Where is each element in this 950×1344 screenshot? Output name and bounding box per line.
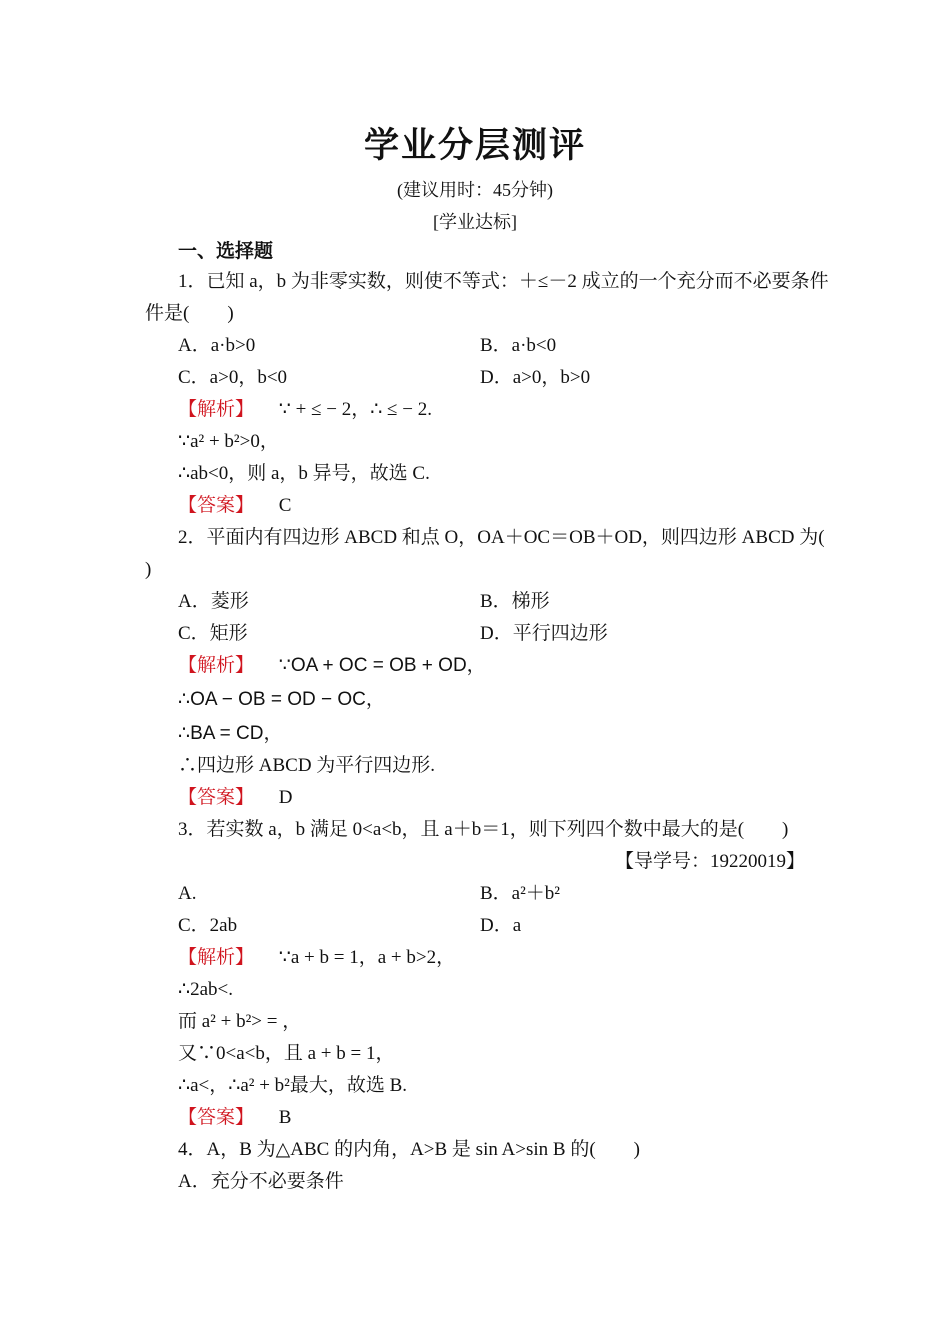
q2-stem-cont: ) bbox=[145, 559, 152, 580]
q2-analysis-label: 【解析】 bbox=[178, 655, 255, 676]
q1-option-c: C．a>0，b<0 bbox=[178, 367, 288, 388]
q1-answer: C bbox=[278, 495, 292, 516]
q1-analysis-line2: ∵a² + b²>0， bbox=[178, 431, 279, 452]
q3-answer: B bbox=[278, 1107, 292, 1128]
q2-analysis-line2: ∴OA − OB = OD − OC， bbox=[178, 689, 385, 710]
q3-stem: 3．若实数 a，b 满足 0<a<b，且 a＋b＝1，则下列四个数中最大的是( ) bbox=[178, 819, 789, 840]
q1-analysis-label: 【解析】 bbox=[178, 399, 255, 420]
q3-answer-row bbox=[178, 1106, 291, 1130]
q2-option-d: D．平行四边形 bbox=[480, 623, 608, 644]
q1-answer-row bbox=[178, 494, 291, 518]
q2-stem: 2．平面内有四边形 ABCD 和点 O，OA＋OC＝OB＋OD，则四边形 ABCD 为( bbox=[178, 527, 825, 548]
q2-option-b: B．梯形 bbox=[480, 591, 550, 612]
q2-option-c: C．矩形 bbox=[178, 623, 248, 644]
q3-analysis-line5: ∴a<，∴a² + b²最大，故选 B. bbox=[178, 1075, 408, 1096]
q4-option-a: A．充分不必要条件 bbox=[178, 1171, 344, 1192]
section-tag: [学业达标] bbox=[433, 212, 517, 232]
q3-analysis-row bbox=[178, 946, 455, 970]
q1-analysis-text: ∵ + ≤ − 2，∴ ≤ − 2. bbox=[278, 399, 432, 420]
q2-analysis-line3: ∴BA = CD， bbox=[178, 723, 283, 744]
q2-option-a: A．菱形 bbox=[178, 591, 249, 612]
q3-option-b: B．a²＋b² bbox=[480, 883, 560, 904]
q1-option-d: D．a>0，b>0 bbox=[480, 367, 591, 388]
part-heading: 一、选择题 bbox=[178, 241, 274, 262]
q1-stem-cont: 件是( ) bbox=[145, 303, 234, 324]
q3-analysis-line2: ∴2ab<. bbox=[178, 979, 233, 1000]
time-hint: (建议用时：45分钟) bbox=[397, 180, 553, 200]
q3-option-c: C．2ab bbox=[178, 915, 238, 936]
page-title: 学业分层测评 bbox=[363, 125, 586, 166]
q2-analysis-line4: ∴四边形 ABCD 为平行四边形. bbox=[178, 755, 436, 776]
q3-analysis-text: ∵a + b = 1，a + b>2， bbox=[278, 947, 456, 968]
q3-analysis-line3: 而 a² + b²> = ， bbox=[178, 1011, 302, 1032]
q4-stem: 4．A，B 为△ABC 的内角，A>B 是 sin A>sin B 的( ) bbox=[178, 1139, 640, 1160]
q3-option-a: A. bbox=[178, 883, 197, 904]
q3-answer-label: 【答案】 bbox=[178, 1107, 255, 1128]
q2-answer-label: 【答案】 bbox=[178, 787, 255, 808]
q2-answer: D bbox=[278, 787, 293, 808]
q2-analysis-text: ∵OA + OC = OB + OD， bbox=[278, 655, 486, 676]
q3-analysis-line4: 又∵0<a<b，且 a + b = 1， bbox=[178, 1043, 395, 1064]
q3-analysis-label: 【解析】 bbox=[178, 947, 255, 968]
q1-analysis-line3: ∴ab<0，则 a，b 异号，故选 C. bbox=[178, 463, 430, 484]
q1-option-b: B．a·b<0 bbox=[480, 335, 557, 356]
q3-doc-number: 【导学号：19220019】 bbox=[614, 851, 805, 872]
q1-stem: 1．已知 a，b 为非零实数，则使不等式：＋≤－2 成立的一个充分而不必要条件 bbox=[178, 271, 829, 292]
q2-answer-row bbox=[178, 786, 293, 810]
q1-answer-label: 【答案】 bbox=[178, 495, 255, 516]
q2-analysis-row bbox=[178, 654, 486, 678]
q1-analysis-row bbox=[178, 398, 432, 422]
q3-option-d: D．a bbox=[480, 915, 522, 936]
q1-option-a: A．a·b>0 bbox=[178, 335, 256, 356]
